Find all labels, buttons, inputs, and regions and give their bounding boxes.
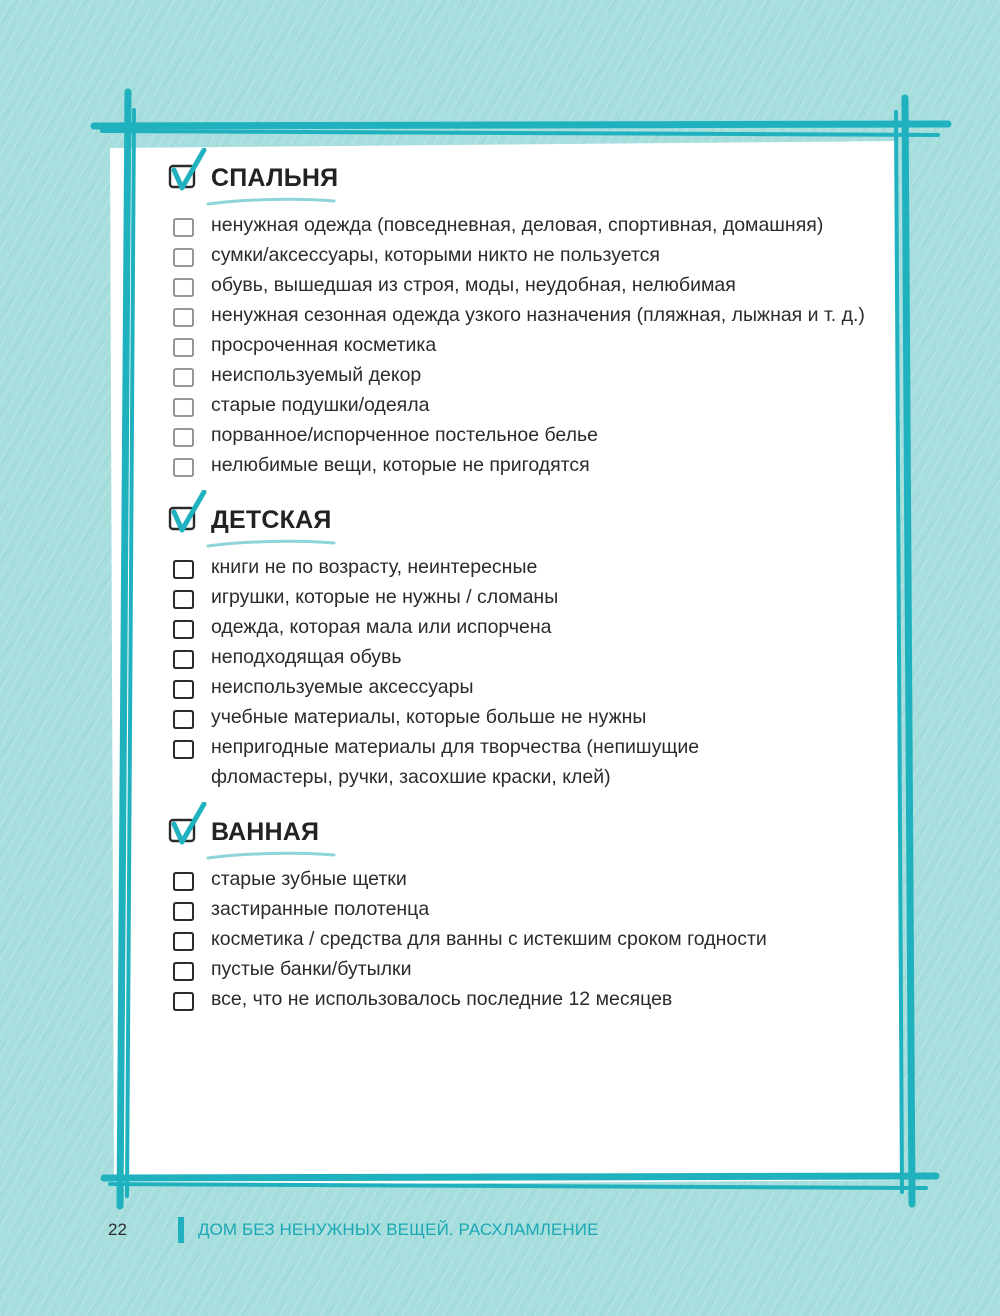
item-list xyxy=(170,864,880,1014)
checkbox-icon[interactable] xyxy=(172,649,194,669)
item-text: неподходящая обувь xyxy=(211,646,402,668)
item-text: нелюбимые вещи, которые не пригодятся xyxy=(211,454,590,476)
section-title: ВАННАЯ xyxy=(211,818,320,846)
item-text: игрушки, которые не нужны / сломаны xyxy=(211,586,559,608)
list-item xyxy=(170,924,880,954)
list-item xyxy=(170,612,880,642)
checkbox-icon[interactable] xyxy=(172,277,194,297)
item-text: неиспользуемые аксессуары xyxy=(211,676,474,698)
list-item xyxy=(170,552,880,582)
section-bedroom xyxy=(170,152,880,480)
list-item xyxy=(170,360,880,390)
list-item xyxy=(170,270,880,300)
list-item xyxy=(170,300,880,330)
checklist-content xyxy=(170,152,880,1014)
checkbox-icon[interactable] xyxy=(172,901,194,921)
checkbox-icon[interactable] xyxy=(172,961,194,981)
title-underline xyxy=(206,196,336,208)
section-title: ДЕТСКАЯ xyxy=(211,506,332,534)
item-text: учебные материалы, которые больше не нужны xyxy=(211,706,647,728)
checkbox-icon[interactable] xyxy=(172,931,194,951)
item-text: ненужная одежда (повседневная, деловая, спортивная, домашняя) xyxy=(211,214,824,236)
list-item xyxy=(170,864,880,894)
item-text: ненужная сезонная одежда узкого назначения (пляжная, лыжная и т. д.) xyxy=(211,304,865,326)
checkbox-icon[interactable] xyxy=(172,427,194,447)
checkbox-icon[interactable] xyxy=(172,589,194,609)
checkbox-icon[interactable] xyxy=(172,397,194,417)
item-text: пустые банки/бутылки xyxy=(211,958,412,980)
list-item xyxy=(170,240,880,270)
running-title: ДОМ БЕЗ НЕНУЖНЫХ ВЕЩЕЙ. РАСХЛАМЛЕНИЕ xyxy=(198,1220,599,1239)
checkbox-icon[interactable] xyxy=(172,307,194,327)
checked-box-icon xyxy=(168,802,212,854)
checked-box-icon xyxy=(168,148,212,200)
checkbox-icon[interactable] xyxy=(172,217,194,237)
item-text: все, что не использовалось последние 12 месяцев xyxy=(211,988,673,1010)
item-text: старые подушки/одеяла xyxy=(211,394,430,416)
title-underline xyxy=(206,538,336,550)
item-text: одежда, которая мала или испорчена xyxy=(211,616,552,638)
section-header xyxy=(170,152,880,208)
list-item xyxy=(170,954,880,984)
item-text: непригодные материалы для творчества (непишущие фломастеры, ручки, засохшие краски, клей) xyxy=(211,736,700,788)
item-text: косметика / средства для ванны с истекшим сроком годности xyxy=(211,928,767,950)
section-title: СПАЛЬНЯ xyxy=(211,164,339,192)
checkbox-icon[interactable] xyxy=(172,367,194,387)
item-text: обувь, вышедшая из строя, моды, неудобная, нелюбимая xyxy=(211,274,736,296)
list-item xyxy=(170,984,880,1014)
list-item xyxy=(170,732,751,792)
checkbox-icon[interactable] xyxy=(172,457,194,477)
checkbox-icon[interactable] xyxy=(172,679,194,699)
list-item xyxy=(170,642,880,672)
item-text: книги не по возрасту, неинтересные xyxy=(211,556,538,578)
list-item xyxy=(170,702,880,732)
page-number: 22 xyxy=(108,1220,127,1239)
checkbox-icon[interactable] xyxy=(172,337,194,357)
checkbox-icon[interactable] xyxy=(172,739,194,759)
item-text: сумки/аксессуары, которыми никто не пользуется xyxy=(211,244,660,266)
section-bathroom xyxy=(170,806,880,1014)
list-item xyxy=(170,210,880,240)
checkbox-icon[interactable] xyxy=(172,619,194,639)
checkbox-icon[interactable] xyxy=(172,991,194,1011)
list-item xyxy=(170,330,880,360)
title-underline xyxy=(206,850,336,862)
list-item xyxy=(170,672,880,702)
checkbox-icon[interactable] xyxy=(172,709,194,729)
item-text: застиранные полотенца xyxy=(211,898,430,920)
list-item xyxy=(170,420,880,450)
item-text: старые зубные щетки xyxy=(211,868,407,890)
item-text: просроченная косметика xyxy=(211,334,437,356)
footer-divider xyxy=(178,1217,184,1243)
checkbox-icon[interactable] xyxy=(172,871,194,891)
item-list xyxy=(170,552,880,792)
section-nursery xyxy=(170,494,880,792)
list-item xyxy=(170,894,880,924)
checkbox-icon[interactable] xyxy=(172,247,194,267)
item-list xyxy=(170,210,880,480)
list-item xyxy=(170,450,880,480)
checked-box-icon xyxy=(168,490,212,542)
item-text: порванное/испорченное постельное белье xyxy=(211,424,599,446)
checkbox-icon[interactable] xyxy=(172,559,194,579)
item-text: неиспользуемый декор xyxy=(211,364,422,386)
section-header xyxy=(170,806,880,862)
section-header xyxy=(170,494,880,550)
list-item xyxy=(170,390,880,420)
list-item xyxy=(170,582,880,612)
